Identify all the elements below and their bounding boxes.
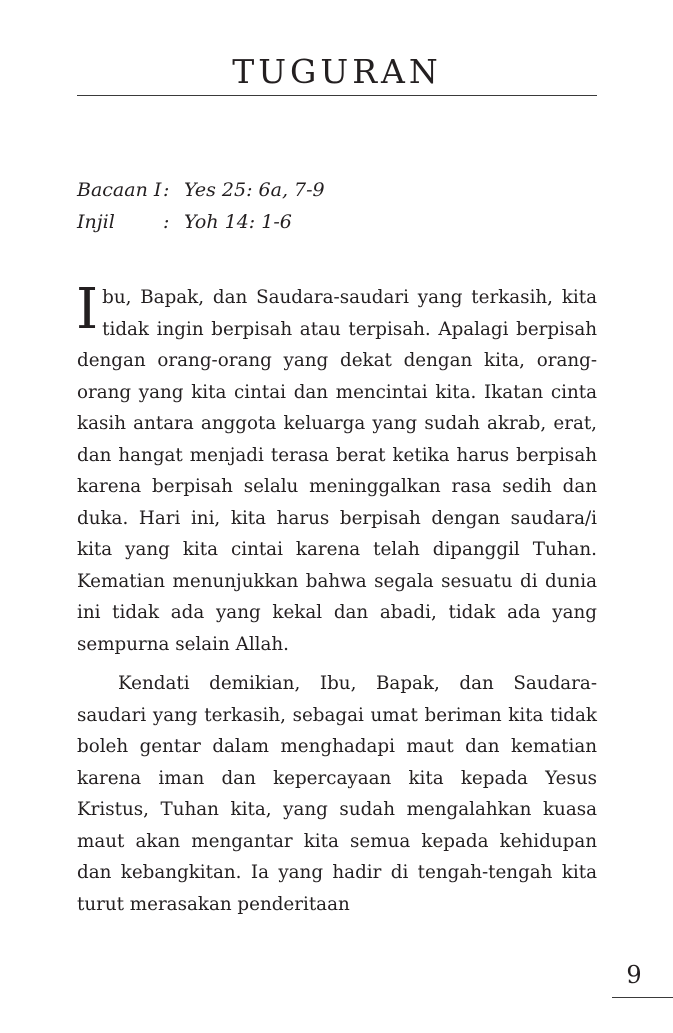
page-number: 9 [626,961,642,989]
drop-cap: I [76,277,99,342]
body-text [76,277,597,920]
paragraph-1-text: bu, Bapak, dan Saudara-saudari yang terkasih, kita tidak ingin berpisah atau terpisah. Apalagi berpisah dengan orang-orang yang dekat dengan kita, orang-orang yang kita cintai dan mencintai kita. Ikatan cinta kasih antara anggota keluarga yang sudah akrab, erat, dan hangat menjadi terasa berat ketika harus berpisah karena berpisah selalu meninggalkan rasa sedih dan duka. Hari ini, kita harus berpisah dengan saudara/i kita yang kita cintai karena telah dipanggil Tuhan. Kematian menunjukkan bahwa segala sesuatu di dunia ini tidak ada yang kekal dan abadi, tidak ada yang sempurna selain Allah. [77,287,597,655]
reading-first [77,174,597,206]
reading-label: Injil [77,211,115,233]
reading-reference: Yes 25: 6a, 7-9 [184,179,325,201]
reading-colon: : [163,211,170,233]
title-divider [77,95,597,96]
reading-colon: : [163,179,170,201]
paragraph-1 [76,277,597,660]
reading-label: Bacaan I [77,179,162,201]
reading-reference: Yoh 14: 1-6 [184,211,292,233]
page-title: TUGURAN [232,52,442,91]
reading-gospel [77,206,597,238]
readings-block [77,174,597,238]
paragraph-2: Kendati demikian, Ibu, Bapak, dan Saudara-saudari yang terkasih, sebagai umat beriman kita tidak boleh gentar dalam menghadapi maut dan kematian karena iman dan kepercayaan kita kepada Yesus Kristus, Tuhan kita, yang sudah mengalahkan kuasa maut akan mengantar kita semua kepada kehidupan dan kebangkitan. Ia yang hadir di tengah-tengah kita turut merasakan penderitaan [77,673,597,915]
page-number-divider [612,997,673,998]
